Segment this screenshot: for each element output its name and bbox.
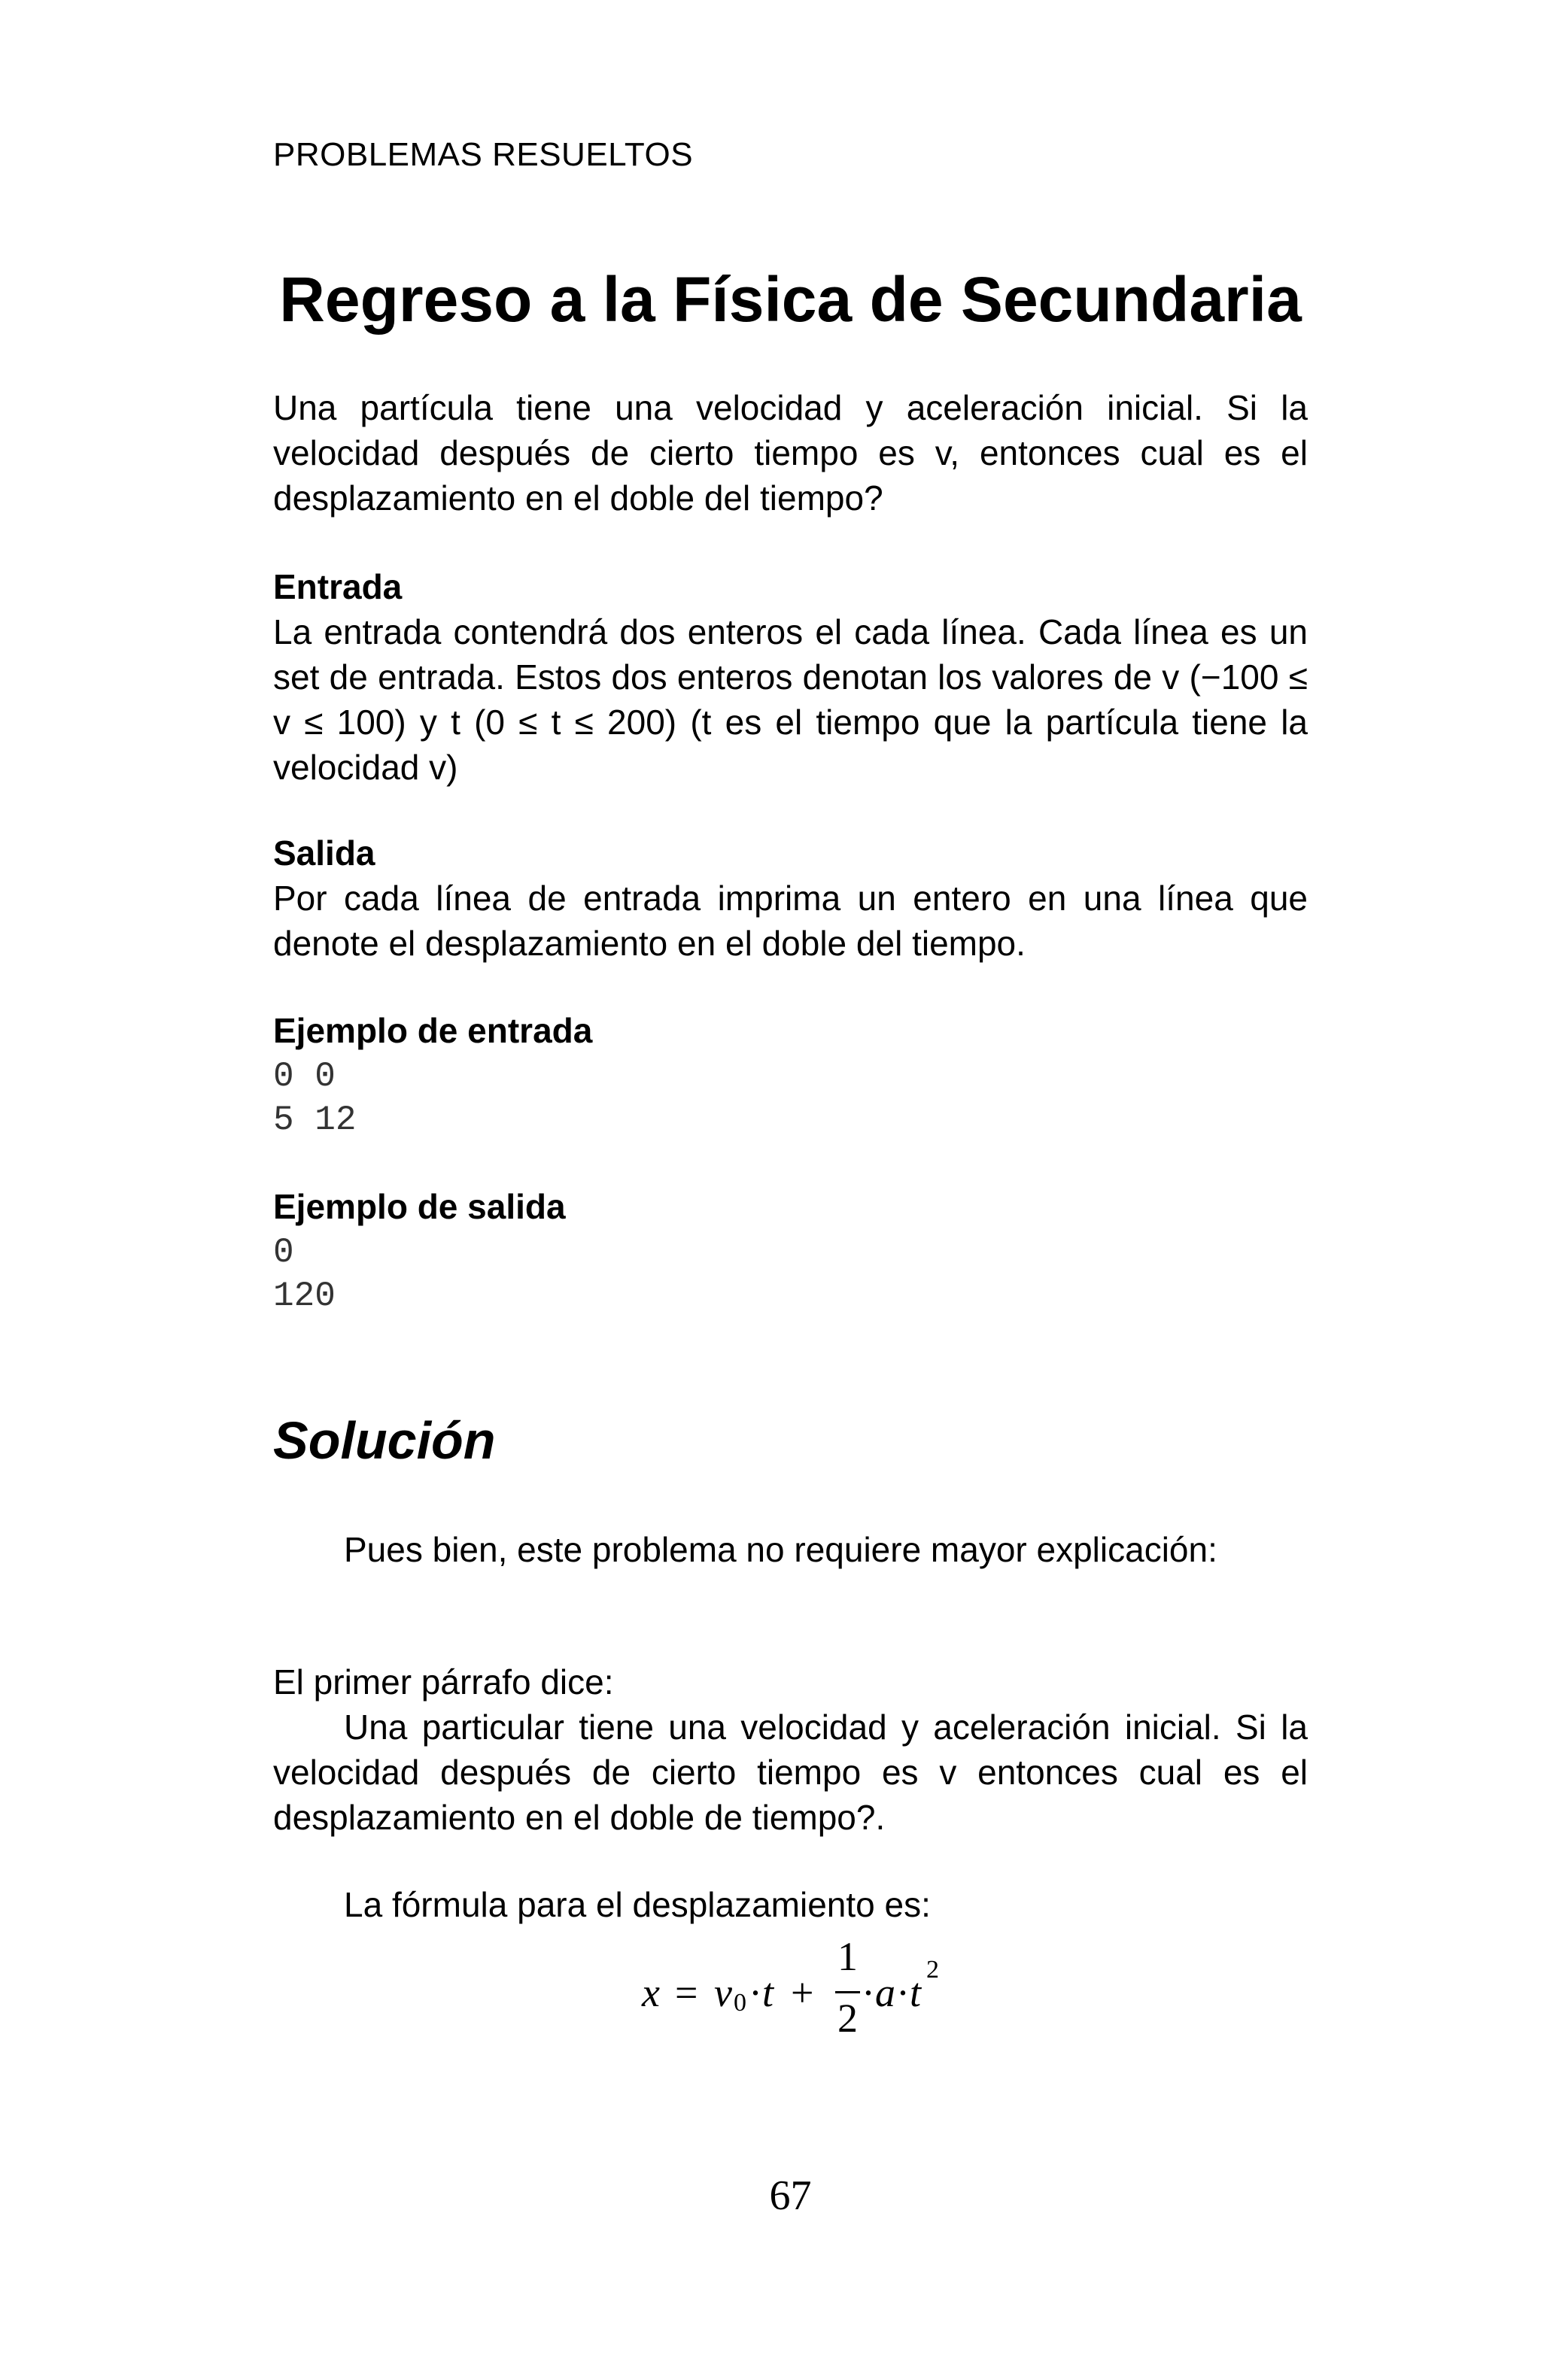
formula-intro: La fórmula para el desplazamiento es:	[344, 1885, 931, 1924]
input-description: La entrada contendrá dos enteros el cada línea. Cada línea es un set de entrada. Estos dos enteros denotan los valores de v (−100 ≤ v ≤ 100) y t (0 ≤ t ≤ 200) (t es el tiempo que la partícula tiene la velocidad v)	[273, 612, 1308, 787]
formula-v: v	[714, 1970, 732, 2015]
sample-output-line: 0	[273, 1233, 294, 1272]
page-number: 67	[769, 2172, 812, 2219]
formula-t: t	[910, 1970, 922, 2015]
input-heading: Entrada	[273, 567, 403, 606]
formula-exponent: 2	[926, 1956, 939, 1984]
book-page	[273, 0, 1308, 2380]
formula-t: t	[762, 1970, 774, 2015]
first-paragraph-label: El primer párrafo dice:	[273, 1662, 614, 1702]
running-header: PROBLEMAS RESUELTOS	[273, 136, 694, 173]
formula-dot: ·	[862, 1970, 875, 2015]
formula-denominator: 2	[837, 1996, 858, 2041]
formula-a: a	[875, 1970, 895, 2015]
formula-v-subscript: 0	[734, 1989, 746, 2017]
formula-dot: ·	[749, 1970, 762, 2015]
solution-intro: Pues bien, este problema no requiere mayor explicación:	[344, 1530, 1217, 1569]
sample-output-heading: Ejemplo de salida	[273, 1187, 566, 1226]
sample-output-line: 120	[273, 1277, 336, 1316]
formula-numerator: 1	[837, 1934, 858, 1979]
quoted-problem-text: Una particular tiene una velocidad y aceleración inicial. Si la velocidad después de cierto tiempo es v entonces cual es el desplazamiento en el doble de tiempo?.	[273, 1708, 1308, 1837]
formula-x: x	[642, 1970, 660, 2015]
displacement-formula	[642, 1933, 1033, 2054]
output-description: Por cada línea de entrada imprima un entero en una línea que denote el desplazamiento en el doble del tiempo.	[273, 879, 1308, 963]
problem-statement: Una partícula tiene una velocidad y aceleración inicial. Si la velocidad después de cierto tiempo es v, entonces cual es el desplazamiento en el doble del tiempo?	[273, 388, 1308, 518]
sample-input-line: 5 12	[273, 1100, 357, 1140]
fraction-bar	[835, 1991, 860, 1993]
sample-input-line: 0 0	[273, 1057, 336, 1096]
solution-title: Solución	[273, 1411, 496, 1470]
problem-title: Regreso a la Física de Secundaria	[279, 264, 1302, 335]
formula-equals: =	[675, 1970, 698, 2015]
output-heading: Salida	[273, 833, 375, 873]
sample-input-heading: Ejemplo de entrada	[273, 1011, 593, 1050]
formula-plus: +	[791, 1970, 814, 2015]
formula-dot: ·	[896, 1970, 910, 2015]
